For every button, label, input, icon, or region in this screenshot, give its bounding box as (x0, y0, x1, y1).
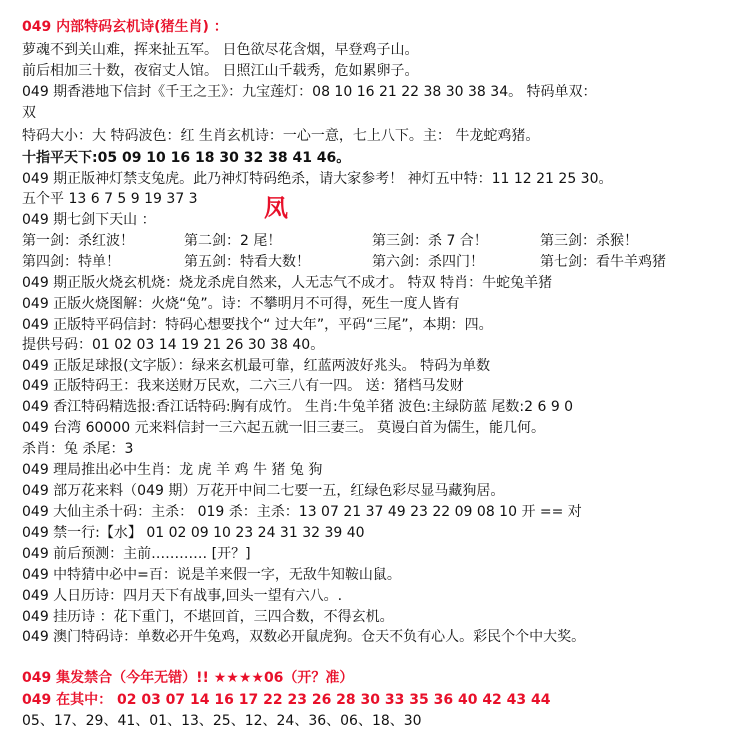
poem-line-1: 萝魂不到关山难，挥来扯五军。 日色欲尽花含烟，早登鸡子山。 (22, 42, 419, 58)
swords-row-1 (22, 231, 735, 251)
hk-selection-line: 049 香江特码精选报:香江话特码:胸有成竹。 生肖:牛兔羊猪 波色:主绿防蓝 尾数:2 6 9 0 (22, 399, 574, 415)
sword-3b: 第三剑：杀猴！ (540, 233, 638, 249)
stamp-character: 凤 (264, 193, 288, 222)
sword-1: 第一剑：杀红波！ (22, 233, 134, 249)
guess-line: 049 中特猜中必中=百：说是羊来假一字，无敌牛知鞍山鼠。 (22, 567, 401, 583)
forbidden-row-line: 049 禁一行:【水】 01 02 09 10 23 24 31 32 39 40 (22, 525, 365, 541)
fire-diagram-line: 049 正版火烧图解：火烧“兔”。诗：不攀明月不可得，死生一度人皆有 (22, 296, 460, 312)
forecast-line: 049 前后预测：主前………… [开？] (22, 546, 251, 562)
hk-envelope-line: 049 期香港地下信封《千王之王》：九宝莲灯：08 10 16 21 22 38 30 38 34。 特码单双： (22, 84, 597, 100)
sword-5: 第五剑：特看大数！ (184, 254, 310, 270)
seven-swords-title: 049 期七剑下天山 ： (22, 212, 156, 228)
fire-burn-line: 049 期正版火烧玄机烧：烧龙杀虎自然来，人无志气不成才。 特双 特肖：牛蛇兔羊猪 (22, 275, 553, 291)
calendar-poem-line: 049 人日历诗：四月天下有战事,回头一望有六八。. (22, 588, 343, 604)
in-it-line (22, 690, 735, 710)
special-envelope-line: 049 正版特平码信封：特码心想要找个“ 过大年”，平码“三尾”，本期：四。 (22, 317, 493, 333)
collection-line: 049 集发禁合（今年无错）!! ★★★★06（开？准） (22, 670, 354, 686)
hanging-calendar-line: 049 挂历诗 ：花下重门，不堪回首，三四合数，不得玄机。 (22, 609, 394, 625)
five-flat-line: 五个平 13 6 7 5 9 19 37 3 (22, 191, 198, 207)
macau-poem-line: 049 澳门特码诗：单数必开牛兔鸡，双数必开鼠虎狗。仓天不负有心人。彩民个个中大奖。 (22, 629, 586, 645)
swords-row-2 (22, 252, 735, 272)
lamp-line: 049 期正版神灯禁支兔虎。此乃神灯特码绝杀，请大家参考！ 神灯五中特：11 12 21 25 30。 (22, 171, 613, 187)
flowers-line: 049 部万花来料（049 期）万花开中间二七要一五，红绿色彩尽显马藏狗居。 (22, 483, 505, 499)
taiwan-line: 049 台湾 60000 元来料信封一三六起五就一旧三妻三。 莫谩白首为儒生，能几何。 (22, 420, 546, 436)
final-numbers-line: 05、17、29、41、01、13、25、12、24、36、06、18、30 (22, 713, 422, 729)
sword-6: 第六剑：杀四门！ (372, 254, 484, 270)
in-it-text: 049 在其中： 02 03 07 14 16 17 22 23 26 28 30 33 35 36 40 42 43 44 (22, 692, 551, 708)
sword-4: 第四剑：特单！ (22, 254, 120, 270)
sword-2: 第二剑：2 尾！ (184, 233, 282, 249)
size-color-line: 特码大小：大 特码波色：红 生肖玄机诗：一心一意，七上八下。主： 牛龙蛇鸡猪。 (22, 128, 540, 144)
zodiac-line: 049 理局推出必中生肖：龙 虎 羊 鸡 牛 猪 兔 狗 (22, 462, 323, 478)
sword-3: 第三剑：杀 7 合！ (372, 233, 488, 249)
special-king-line: 049 正版特码王：我来送财万民欢，二六三八有一四。 送：猪档马发财 (22, 378, 464, 394)
provided-numbers-line: 提供号码：01 02 03 14 19 21 26 30 38 40。 (22, 337, 325, 353)
hk-envelope-line-cont: 双 (22, 105, 36, 121)
kill-line: 杀肖：兔 杀尾：3 (22, 441, 134, 457)
football-line: 049 正版足球报(文字版）：绿来玄机最可靠，红蓝两波好兆头。 特码为单数 (22, 358, 491, 374)
sword-7: 第七剑：看牛羊鸡猪 (540, 254, 666, 270)
poem-line-2: 前后相加三十数，夜宿丈人馆。 日照江山千载秀，危如累卵子。 (22, 63, 419, 79)
header-title: 049 内部特码玄机诗(猪生肖) ： (22, 19, 228, 35)
immortal-line: 049 大仙主杀十码：主杀： 019 杀：主杀：13 07 21 37 49 23 22 09 08 10 开 == 对 (22, 504, 582, 520)
ten-fingers-line: 十指平天下:05 09 10 16 18 30 32 38 41 46。 (22, 150, 351, 166)
